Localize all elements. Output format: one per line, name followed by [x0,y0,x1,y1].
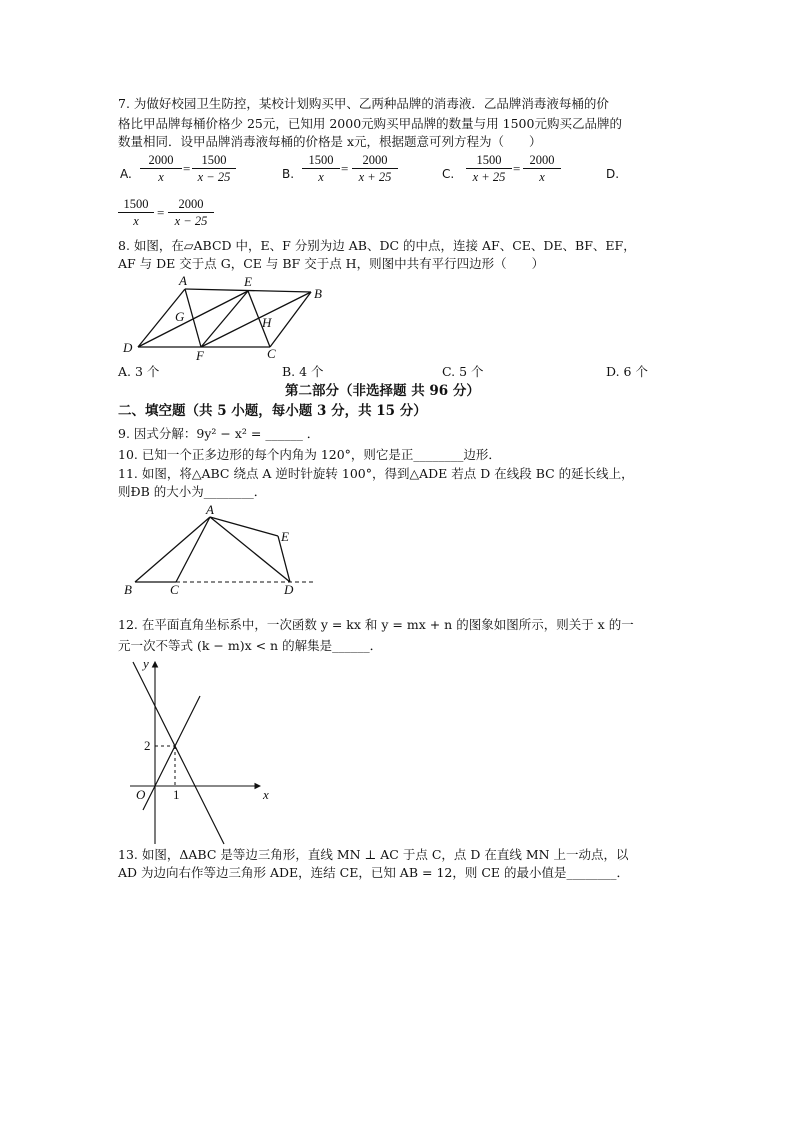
q7-option-d-label: D. [606,167,620,181]
q7-option-a-left-fraction [140,152,182,185]
fraction-numerator: 2000 [168,196,214,213]
q7-line1: 7. 为做好校园卫生防控，某校计划购买甲、乙两种品牌的消毒液．乙品牌消毒液每桶的价 [118,96,609,111]
q7-option-d-right-fraction [168,196,214,229]
q9-text: 9. 因式分解：9y² − x² = ______ ． [118,426,320,441]
q8-parallelogram-figure [118,272,338,364]
q7-option-b-left-fraction [302,152,340,185]
graph-line-2 [133,662,224,844]
q11-line2: 则ÐB 的大小为________． [118,484,267,499]
x-tick-label: 1 [173,787,180,802]
equals-sign: = [183,161,191,176]
point-label-g: G [175,309,185,324]
point-label-d: D [123,340,133,355]
origin-label: O [136,787,146,802]
point-label-e: E [244,274,252,289]
fraction-numerator: 1500 [466,152,512,169]
point-label-a: A [206,502,214,517]
graph-line-1 [143,696,200,810]
point-label-e: E [281,529,289,544]
fraction-denominator: x + 25 [472,170,506,184]
fraction-denominator: x − 25 [174,214,208,228]
fraction-numerator: 2000 [523,152,561,169]
fraction-denominator: x + 25 [358,170,392,184]
point-label-c: C [267,346,276,361]
fraction-numerator: 1500 [118,196,154,213]
q7-option-c-left-fraction [466,152,512,185]
q10-text: 10. 已知一个正多边形的每个内角为 120°，则它是正________边形． [118,447,501,462]
point-label-f: F [196,348,204,363]
q13-line1: 13. 如图，ΔABC 是等边三角形，直线 MN ⊥ AC 于点 C，点 D 在直线 MN 上一动点，以 [118,847,629,862]
q8-line2: AF 与 DE 交于点 G，CE 与 BF 交于点 H，则图中共有平行四边形（ ） [118,256,545,271]
q11-rotation-figure [120,503,320,595]
q7-option-a-right-fraction [192,152,236,185]
q12-line1: 12. 在平面直角坐标系中，一次函数 y = kx 和 y = mx + n 的图象如图所示，则关于 x 的一 [118,617,634,632]
q8-line1: 8. 如图，在▱ABCD 中，E、F 分别为边 AB、DC 的中点，连接 AF、CE、DE、BF、EF， [118,238,636,253]
q8-option-d: D. 6 个 [606,364,648,379]
point-label-c: C [170,582,179,597]
q7-option-b-label: B. [282,167,295,181]
q7-option-b-right-fraction [352,152,398,185]
q8-option-b: B. 4 个 [282,364,324,379]
q7-option-c-right-fraction [523,152,561,185]
q7-line3: 数量相同．设甲品牌消毒液每桶的价格是 x元，根据题意可列方程为（ ） [118,134,542,149]
fraction-denominator: x [133,214,139,228]
q7-line2: 格比甲品牌每桶价格少 25元，已知用 2000元购买甲品牌的数量与用 1500元购买乙品牌的 [118,116,622,131]
fraction-denominator: x [318,170,324,184]
equals-sign: = [157,205,165,220]
q8-option-a: A. 3 个 [118,364,160,379]
q12-line2: 元一次不等式 (k − m)x < n 的解集是______． [118,638,383,653]
point-label-h: H [262,315,272,330]
y-tick-label: 2 [144,738,151,753]
point-label-b: B [314,286,322,301]
x-axis-label: x [263,787,269,802]
fraction-denominator: x [158,170,164,184]
fraction-denominator: x − 25 [197,170,231,184]
fraction-numerator: 2000 [352,152,398,169]
q7-option-c-label: C. [442,167,455,181]
q12-coordinate-graph [120,654,280,846]
fraction-numerator: 1500 [302,152,340,169]
q11-line1: 11. 如图，将△ABC 绕点 A 逆时针旋转 100°，得到△ADE 若点 D 在线段 BC 的延长线上， [118,466,634,481]
y-axis-label: y [143,656,149,671]
q7-option-a-label: A. [120,167,132,181]
fraction-denominator: x [539,170,545,184]
equals-sign: = [513,161,521,176]
part2-title: 第二部分（非选择题 共 96 分） [285,383,480,399]
q7-option-d-left-fraction [118,196,154,229]
equals-sign: = [341,161,349,176]
point-label-b: B [124,582,132,597]
fraction-numerator: 2000 [140,152,182,169]
point-label-d: D [284,582,294,597]
point-label-a: A [179,273,187,288]
fraction-numerator: 1500 [192,152,236,169]
q13-line2: AD 为边向右作等边三角形 ADE，连结 CE，已知 AB = 12，则 CE 的最小值是________． [118,865,629,880]
q8-option-c: C. 5 个 [442,364,484,379]
section-heading: 二、填空题（共 5 小题，每小题 3 分，共 15 分） [118,403,427,419]
